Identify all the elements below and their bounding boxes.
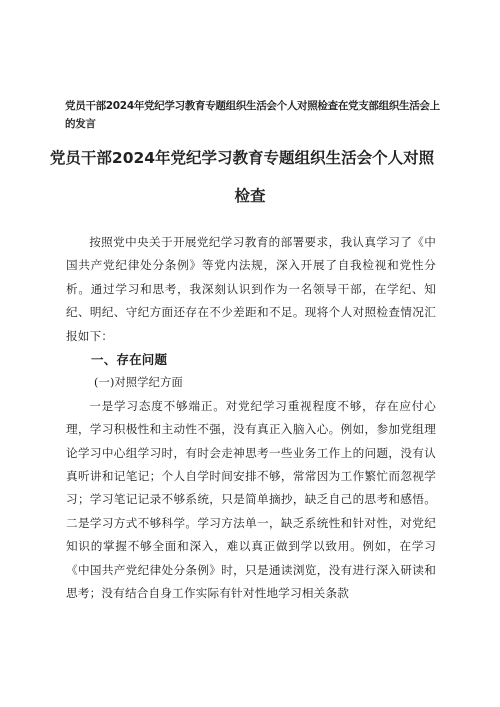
section-heading-problems: 一、存在问题 [91, 352, 168, 368]
body-paragraph: 一是学习态度不够端正。对党纪学习重视程度不够，存在应付心理，学习积极性和主动性不强，没有真正入脑入心。例如，参加党组理论学习中心组学习时，有时会走神思考一些业务工作上的问题，没有认真听讲和记笔记；个人自学时间安排不够，常常因为工作繁忙而忽视学习；学习笔记记录不够系统，只是简单摘抄，缺乏自己的思考和感悟。二是学习方式不够科学。学习方法单一，缺乏系统性和针对性，对党纪知识的掌握不够全面和深入，难以真正做到学以致用。例如，在学习《中国共产党纪律处分条例》时，只是通读浏览，没有进行深入研读和思考；没有结合自身工作实际有针对性地学习相关条款 [66, 398, 436, 601]
subsection-heading-discipline-study: (一)对照学纪方面 [94, 376, 183, 390]
document-title-line-1: 党员干部2024年党纪学习教育专题组织生活会个人对照 [49, 149, 435, 167]
document-header-line: 党员干部2024年党纪学习教育专题组织生活会个人对照检查在党支部组织生活会上的发言 [65, 100, 440, 130]
document-title-line-2: 检查 [234, 187, 266, 205]
document-body [66, 231, 436, 606]
intro-paragraph: 按照党中央关于开展党纪学习教育的部署要求，我认真学习了《中国共产党纪律处分条例》等党内法规，深入开展了自我检视和党性分析。通过学习和思考，我深刻认识到作为一名领导干部，在学纪、知纪、明纪、守纪方面还存在不少差距和不足。现将个人对照检查情况汇报如下： [66, 235, 436, 343]
